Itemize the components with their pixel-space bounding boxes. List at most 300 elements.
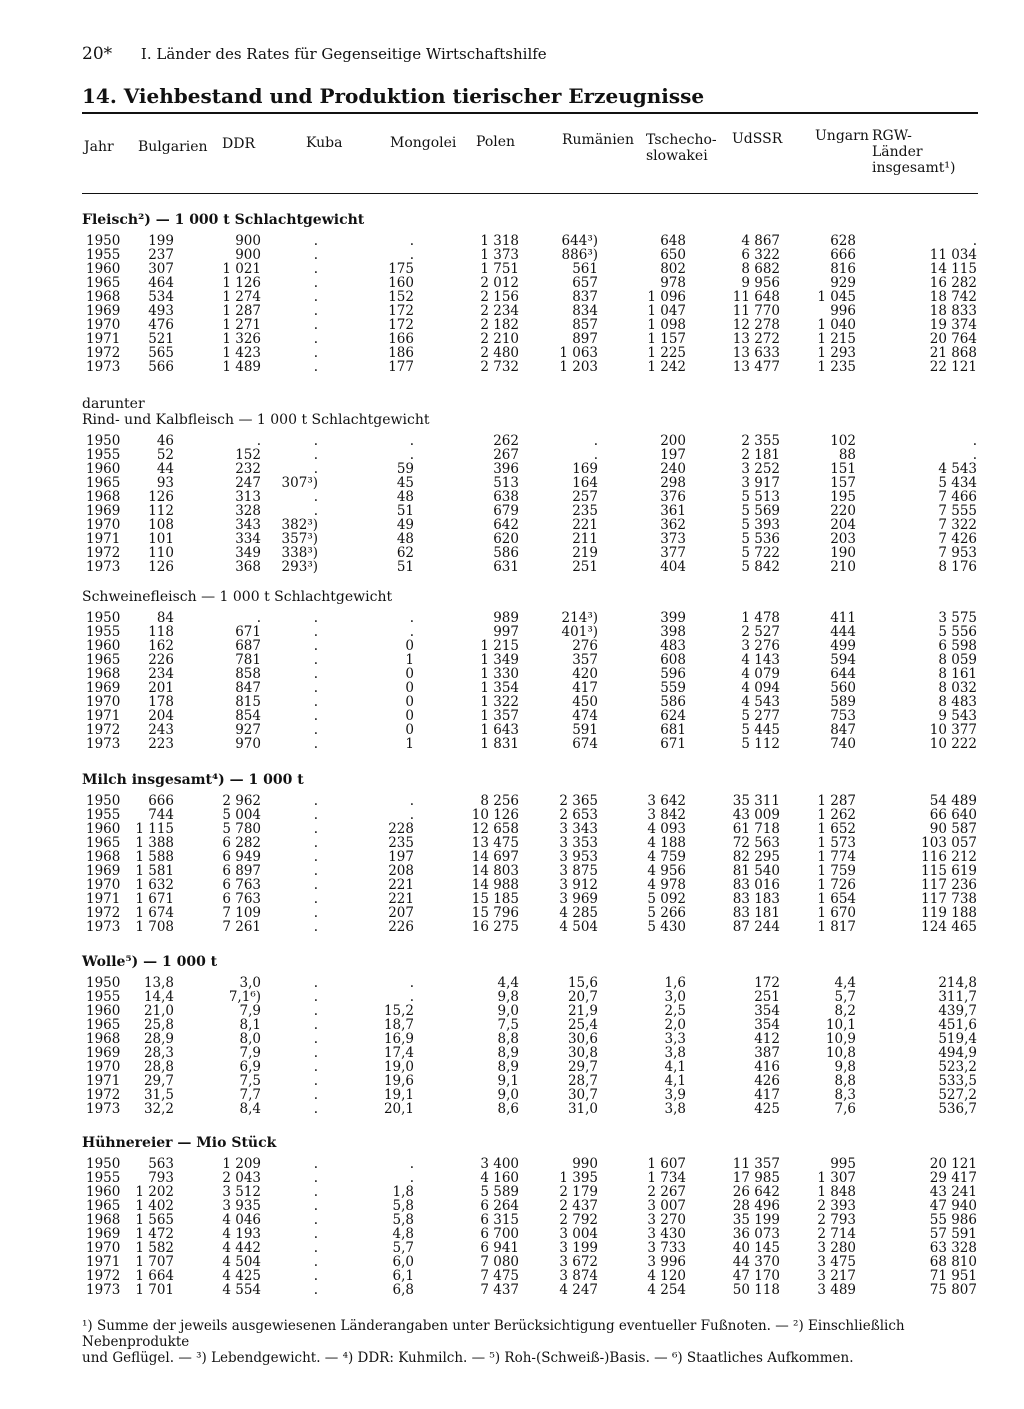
value-cell-udssr: 5 536 [741,531,780,547]
value-cell-polen: 8,6 [497,1101,519,1117]
value-cell-rumaenien: 3 953 [559,849,598,865]
running-head [82,44,547,64]
table-row [82,276,982,290]
year-cell: 1971 [86,1073,121,1089]
value-cell-ddr: 1 274 [222,289,261,305]
table-row [82,878,982,892]
value-cell-polen: 8,8 [497,1031,519,1047]
column-header-line: DDR [222,136,255,152]
value-cell-mongolei: 228 [388,821,414,837]
value-cell-polen: 631 [493,559,519,575]
value-cell-ddr: 7,9 [239,1003,261,1019]
value-cell-bulgarien: 93 [156,475,174,491]
value-cell-mongolei: 59 [396,461,414,477]
value-cell-ungarn: 7,6 [834,1101,856,1117]
value-cell-ddr: 815 [235,694,261,710]
value-cell-ddr: 7,1⁶) [228,989,261,1005]
value-cell-mongolei: 19,6 [383,1073,414,1089]
value-cell-udssr: 425 [754,1101,780,1117]
value-cell-udssr: 35 311 [732,793,780,809]
year-cell: 1960 [86,638,121,654]
value-cell-mongolei: 19,1 [383,1087,414,1103]
value-cell-udssr: 43 009 [732,807,780,823]
value-cell-tschechoslowakei: 1 157 [647,331,686,347]
value-cell-tschechoslowakei: 3 642 [647,793,686,809]
value-cell-polen: 3 400 [480,1156,519,1172]
column-header-kuba [306,135,342,151]
value-cell-polen: 7 475 [480,1268,519,1284]
value-cell-bulgarien: 112 [148,503,174,519]
value-cell-udssr: 50 118 [732,1282,780,1298]
value-cell-tschechoslowakei: 1 225 [647,345,686,361]
value-cell-ungarn: 4,4 [834,975,856,991]
value-cell-polen: 1 831 [480,736,519,752]
header-rule [82,193,978,194]
value-cell-ddr: . [256,433,261,449]
value-cell-mongolei: 1 [405,736,414,752]
value-cell-mongolei: . [409,624,414,640]
value-cell-kuba: . [313,1254,318,1270]
value-cell-udssr: 6 322 [741,247,780,263]
table-row [82,1074,982,1088]
value-cell-udssr: 28 496 [732,1198,780,1214]
value-cell-polen: 638 [493,489,519,505]
value-cell-mongolei: 5,8 [392,1212,414,1228]
table-row [82,1157,982,1171]
value-cell-rumaenien: 886³) [561,247,598,263]
value-cell-ungarn: 9,8 [834,1059,856,1075]
value-cell-kuba: . [313,1003,318,1019]
table-row [82,850,982,864]
value-cell-rgw: 14 115 [929,261,977,277]
value-cell-ungarn: 1 215 [817,331,856,347]
value-cell-ungarn: 190 [830,545,856,561]
value-cell-tschechoslowakei: 624 [660,708,686,724]
table-row [82,1269,982,1283]
year-cell: 1972 [86,1268,121,1284]
value-cell-udssr: 35 199 [732,1212,780,1228]
value-cell-polen: 2 182 [480,317,519,333]
value-cell-mongolei: 18,7 [383,1017,414,1033]
year-cell: 1965 [86,275,121,291]
table-row [82,1088,982,1102]
year-cell: 1973 [86,1282,121,1298]
value-cell-ddr: 6,9 [239,1059,261,1075]
value-cell-mongolei: 45 [396,475,414,491]
value-cell-bulgarien: 126 [148,489,174,505]
value-cell-udssr: 5 445 [741,722,780,738]
table-row [82,1060,982,1074]
value-cell-polen: 1 322 [480,694,519,710]
value-cell-kuba: . [313,359,318,375]
year-cell: 1973 [86,919,121,935]
table-row [82,1213,982,1227]
value-cell-kuba: . [313,447,318,463]
value-cell-kuba: . [313,694,318,710]
value-cell-bulgarien: 223 [148,736,174,752]
value-cell-ddr: 7,5 [239,1073,261,1089]
value-cell-mongolei: 51 [396,559,414,575]
value-cell-tschechoslowakei: 1,6 [664,975,686,991]
table-row [82,695,982,709]
section-title: Fleisch²) — 1 000 t Schlachtgewicht [82,212,365,228]
value-cell-rgw: 117 738 [921,891,977,907]
table-row [82,490,982,504]
value-cell-tschechoslowakei: 3,8 [664,1045,686,1061]
value-cell-kuba: . [313,303,318,319]
value-cell-kuba: . [313,461,318,477]
value-cell-polen: 1 354 [480,680,519,696]
value-cell-bulgarien: 126 [148,559,174,575]
value-cell-kuba: . [313,1031,318,1047]
year-cell: 1970 [86,517,121,533]
value-cell-udssr: 354 [754,1003,780,1019]
value-cell-polen: 2 732 [480,359,519,375]
year-cell: 1960 [86,461,121,477]
value-cell-udssr: 5 112 [741,736,780,752]
value-cell-polen: 9,0 [497,1003,519,1019]
value-cell-tschechoslowakei: 2 267 [647,1184,686,1200]
year-cell: 1950 [86,1156,121,1172]
value-cell-ddr: 313 [235,489,261,505]
value-cell-rumaenien: 28,7 [567,1073,598,1089]
value-cell-ddr: 8,0 [239,1031,261,1047]
page-number: 20* [82,44,113,64]
value-cell-mongolei: 221 [388,877,414,893]
value-cell-tschechoslowakei: 1 607 [647,1156,686,1172]
value-cell-ungarn: 204 [830,517,856,533]
value-cell-tschechoslowakei: 4 093 [647,821,686,837]
value-cell-mongolei: 6,8 [392,1282,414,1298]
value-cell-ungarn: 444 [830,624,856,640]
value-cell-rumaenien: 4 247 [559,1282,598,1298]
value-cell-mongolei: 160 [388,275,414,291]
value-cell-ddr: 970 [235,736,261,752]
year-cell: 1971 [86,708,121,724]
value-cell-bulgarien: 534 [148,289,174,305]
table-section [82,954,982,1116]
value-cell-polen: 2 480 [480,345,519,361]
column-header-line: Mongolei [390,135,457,151]
value-cell-ungarn: 560 [830,680,856,696]
value-cell-mongolei: 62 [396,545,414,561]
value-cell-ddr: 4 046 [222,1212,261,1228]
section-title: Milch insgesamt⁴) — 1 000 t [82,772,304,788]
value-cell-udssr: 82 295 [732,849,780,865]
value-cell-ungarn: 847 [830,722,856,738]
value-cell-mongolei: 152 [388,289,414,305]
value-cell-kuba: . [313,1156,318,1172]
year-cell: 1950 [86,793,121,809]
column-header-line: Länder [872,144,923,160]
column-header-line: Kuba [306,135,343,151]
year-cell: 1973 [86,359,121,375]
value-cell-polen: 1 215 [480,638,519,654]
value-cell-udssr: 4 094 [741,680,780,696]
year-cell: 1970 [86,1059,121,1075]
value-cell-rumaenien: 561 [572,261,598,277]
year-cell: 1969 [86,863,121,879]
value-cell-ungarn: 10,8 [825,1045,856,1061]
value-cell-rgw: 8 032 [938,680,977,696]
value-cell-kuba: . [313,289,318,305]
value-cell-kuba: 357³) [281,531,318,547]
value-cell-bulgarien: 101 [148,531,174,547]
value-cell-kuba: . [313,1017,318,1033]
value-cell-rumaenien: . [593,447,598,463]
value-cell-ddr: 4 442 [222,1240,261,1256]
value-cell-polen: 14 803 [471,863,519,879]
value-cell-ungarn: 1 759 [817,863,856,879]
value-cell-polen: 1 318 [480,233,519,249]
value-cell-rgw: 66 640 [929,807,977,823]
value-cell-ddr: 3 512 [222,1184,261,1200]
table-section [82,589,982,751]
value-cell-ddr: 781 [235,652,261,668]
value-cell-ungarn: 1 293 [817,345,856,361]
value-cell-polen: 1 357 [480,708,519,724]
column-header-udssr [732,131,782,147]
value-cell-rumaenien: 3 353 [559,835,598,851]
table-row [82,723,982,737]
value-cell-udssr: 13 633 [732,345,780,361]
table-row [82,864,982,878]
column-header-line: Ungarn [815,128,869,144]
value-cell-rgw: 19 374 [929,317,977,333]
column-header-tschechoslowakei [646,132,717,164]
value-cell-bulgarien: 563 [148,1156,174,1172]
value-cell-mongolei: . [409,975,414,991]
value-cell-bulgarien: 118 [148,624,174,640]
value-cell-polen: 6 264 [480,1198,519,1214]
value-cell-rgw: 4 543 [938,461,977,477]
value-cell-mongolei: 207 [388,905,414,921]
year-cell: 1972 [86,905,121,921]
value-cell-udssr: 426 [754,1073,780,1089]
value-cell-rgw: 9 543 [938,708,977,724]
value-cell-kuba: . [313,919,318,935]
column-header-ddr [222,136,255,152]
value-cell-tschechoslowakei: 4,1 [664,1073,686,1089]
value-cell-tschechoslowakei: 3 733 [647,1240,686,1256]
value-cell-ungarn: 1 726 [817,877,856,893]
value-cell-rgw: 7 322 [938,517,977,533]
value-cell-udssr: 44 370 [732,1254,780,1270]
table-row [82,518,982,532]
value-cell-udssr: 11 770 [732,303,780,319]
value-cell-rgw: 103 057 [921,835,977,851]
value-cell-udssr: 9 956 [741,275,780,291]
value-cell-rumaenien: 30,6 [567,1031,598,1047]
table-row [82,332,982,346]
year-cell: 1970 [86,1240,121,1256]
value-cell-udssr: 5 513 [741,489,780,505]
value-cell-udssr: 417 [754,1087,780,1103]
value-cell-kuba: . [313,247,318,263]
value-cell-ungarn: 195 [830,489,856,505]
table-row [82,248,982,262]
value-cell-polen: 14 988 [471,877,519,893]
table-row [82,892,982,906]
value-cell-rgw: 116 212 [921,849,977,865]
table-section [82,396,982,574]
value-cell-kuba: 307³) [281,475,318,491]
value-cell-udssr: 47 170 [732,1268,780,1284]
value-cell-rgw: . [972,447,977,463]
value-cell-kuba: . [313,1226,318,1242]
value-cell-udssr: 2 527 [741,624,780,640]
value-cell-polen: 2 234 [480,303,519,319]
value-cell-rgw: 7 426 [938,531,977,547]
table-row [82,920,982,934]
value-cell-mongolei: 1,8 [392,1184,414,1200]
column-header-line: Rumänien [562,132,634,148]
value-cell-bulgarien: 110 [148,545,174,561]
value-cell-ddr: 232 [235,461,261,477]
value-cell-mongolei: . [409,447,414,463]
table-row [82,476,982,490]
value-cell-ungarn: 499 [830,638,856,654]
year-cell: 1972 [86,545,121,561]
value-cell-ungarn: 816 [830,261,856,277]
value-cell-rgw: 29 417 [929,1170,977,1186]
value-cell-rumaenien: 420 [572,666,598,682]
value-cell-kuba: . [313,736,318,752]
value-cell-rgw: 494,9 [938,1045,977,1061]
value-cell-rumaenien: 657 [572,275,598,291]
year-cell: 1968 [86,1031,121,1047]
value-cell-mongolei: 6,1 [392,1268,414,1284]
footnote-line: und Geflügel. — ³) Lebendgewicht. — ⁴) DDR: Kuhmilch. — ⁵) Roh-(Schweiß-)Basis. — ⁶) Staatliches Aufkommen. [82,1350,854,1366]
value-cell-tschechoslowakei: 376 [660,489,686,505]
value-cell-ddr: 900 [235,233,261,249]
value-cell-tschechoslowakei: 4 978 [647,877,686,893]
value-cell-rgw: 47 940 [929,1198,977,1214]
value-cell-rgw: 3 575 [938,610,977,626]
value-cell-ungarn: 589 [830,694,856,710]
value-cell-ungarn: 88 [838,447,856,463]
value-cell-bulgarien: 31,5 [143,1087,174,1103]
value-cell-rumaenien: 3 672 [559,1254,598,1270]
value-cell-ungarn: 3 475 [817,1254,856,1270]
value-cell-mongolei: 19,0 [383,1059,414,1075]
value-cell-rumaenien: 276 [572,638,598,654]
value-cell-bulgarien: 199 [148,233,174,249]
value-cell-mongolei: 49 [396,517,414,533]
value-cell-kuba: . [313,503,318,519]
year-cell: 1971 [86,331,121,347]
value-cell-rgw: 75 807 [929,1282,977,1298]
value-cell-rumaenien: 2 179 [559,1184,598,1200]
value-cell-udssr: 3 252 [741,461,780,477]
value-cell-ungarn: 1 307 [817,1170,856,1186]
value-cell-rgw: 117 236 [921,877,977,893]
value-cell-bulgarien: 1 708 [135,919,174,935]
value-cell-tschechoslowakei: 586 [660,694,686,710]
value-cell-mongolei: . [409,233,414,249]
value-cell-kuba: . [313,1045,318,1061]
value-cell-tschechoslowakei: 671 [660,736,686,752]
year-cell: 1972 [86,722,121,738]
value-cell-ungarn: 210 [830,559,856,575]
value-cell-rumaenien: 257 [572,489,598,505]
value-cell-udssr: 36 073 [732,1226,780,1242]
value-cell-ddr: 152 [235,447,261,463]
value-cell-tschechoslowakei: 2,5 [664,1003,686,1019]
value-cell-mongolei: 5,8 [392,1198,414,1214]
value-cell-tschechoslowakei: 3 996 [647,1254,686,1270]
value-cell-ungarn: 1 654 [817,891,856,907]
year-cell: 1971 [86,531,121,547]
value-cell-rumaenien: 2 437 [559,1198,598,1214]
year-cell: 1955 [86,624,121,640]
year-cell: 1960 [86,1184,121,1200]
value-cell-polen: 1 643 [480,722,519,738]
value-cell-ungarn: 1 287 [817,793,856,809]
value-cell-polen: 9,1 [497,1073,519,1089]
value-cell-kuba: . [313,1101,318,1117]
value-cell-rumaenien: 3 874 [559,1268,598,1284]
value-cell-ddr: 6 763 [222,891,261,907]
value-cell-tschechoslowakei: 1 734 [647,1170,686,1186]
value-cell-rumaenien: 3 199 [559,1240,598,1256]
value-cell-rumaenien: 21,9 [567,1003,598,1019]
value-cell-rumaenien: 1 203 [559,359,598,375]
value-cell-polen: 989 [493,610,519,626]
value-cell-bulgarien: 1 674 [135,905,174,921]
value-cell-polen: 642 [493,517,519,533]
value-cell-rumaenien: 2 365 [559,793,598,809]
year-cell: 1973 [86,1101,121,1117]
year-cell: 1970 [86,877,121,893]
value-cell-ungarn: 628 [830,233,856,249]
value-cell-ungarn: 2 714 [817,1226,856,1242]
table-row [82,836,982,850]
table-row [82,560,982,574]
value-cell-mongolei: 175 [388,261,414,277]
value-cell-ungarn: 10,9 [825,1031,856,1047]
value-cell-ddr: 1 326 [222,331,261,347]
value-cell-rumaenien: 30,8 [567,1045,598,1061]
value-cell-mongolei: 5,7 [392,1240,414,1256]
value-cell-mongolei: . [409,433,414,449]
value-cell-rumaenien: 1 395 [559,1170,598,1186]
value-cell-kuba: . [313,975,318,991]
value-cell-udssr: 4 543 [741,694,780,710]
value-cell-rgw: 10 222 [929,736,977,752]
value-cell-ddr: 2 962 [222,793,261,809]
value-cell-bulgarien: 178 [148,694,174,710]
value-cell-rgw: 57 591 [929,1226,977,1242]
value-cell-ddr: 927 [235,722,261,738]
value-cell-ungarn: 1 573 [817,835,856,851]
year-cell: 1970 [86,694,121,710]
value-cell-udssr: 26 642 [732,1184,780,1200]
value-cell-polen: 396 [493,461,519,477]
value-cell-rgw: 533,5 [938,1073,977,1089]
value-cell-bulgarien: 1 581 [135,863,174,879]
value-cell-polen: 7 080 [480,1254,519,1270]
value-cell-udssr: 172 [754,975,780,991]
value-cell-rumaenien: 29,7 [567,1059,598,1075]
column-header-line: insgesamt¹) [872,160,956,176]
table-row [82,1018,982,1032]
value-cell-ungarn: 1 235 [817,359,856,375]
value-cell-rumaenien: 401³) [561,624,598,640]
value-cell-mongolei: . [409,247,414,263]
year-cell: 1969 [86,303,121,319]
value-cell-ungarn: 1 817 [817,919,856,935]
